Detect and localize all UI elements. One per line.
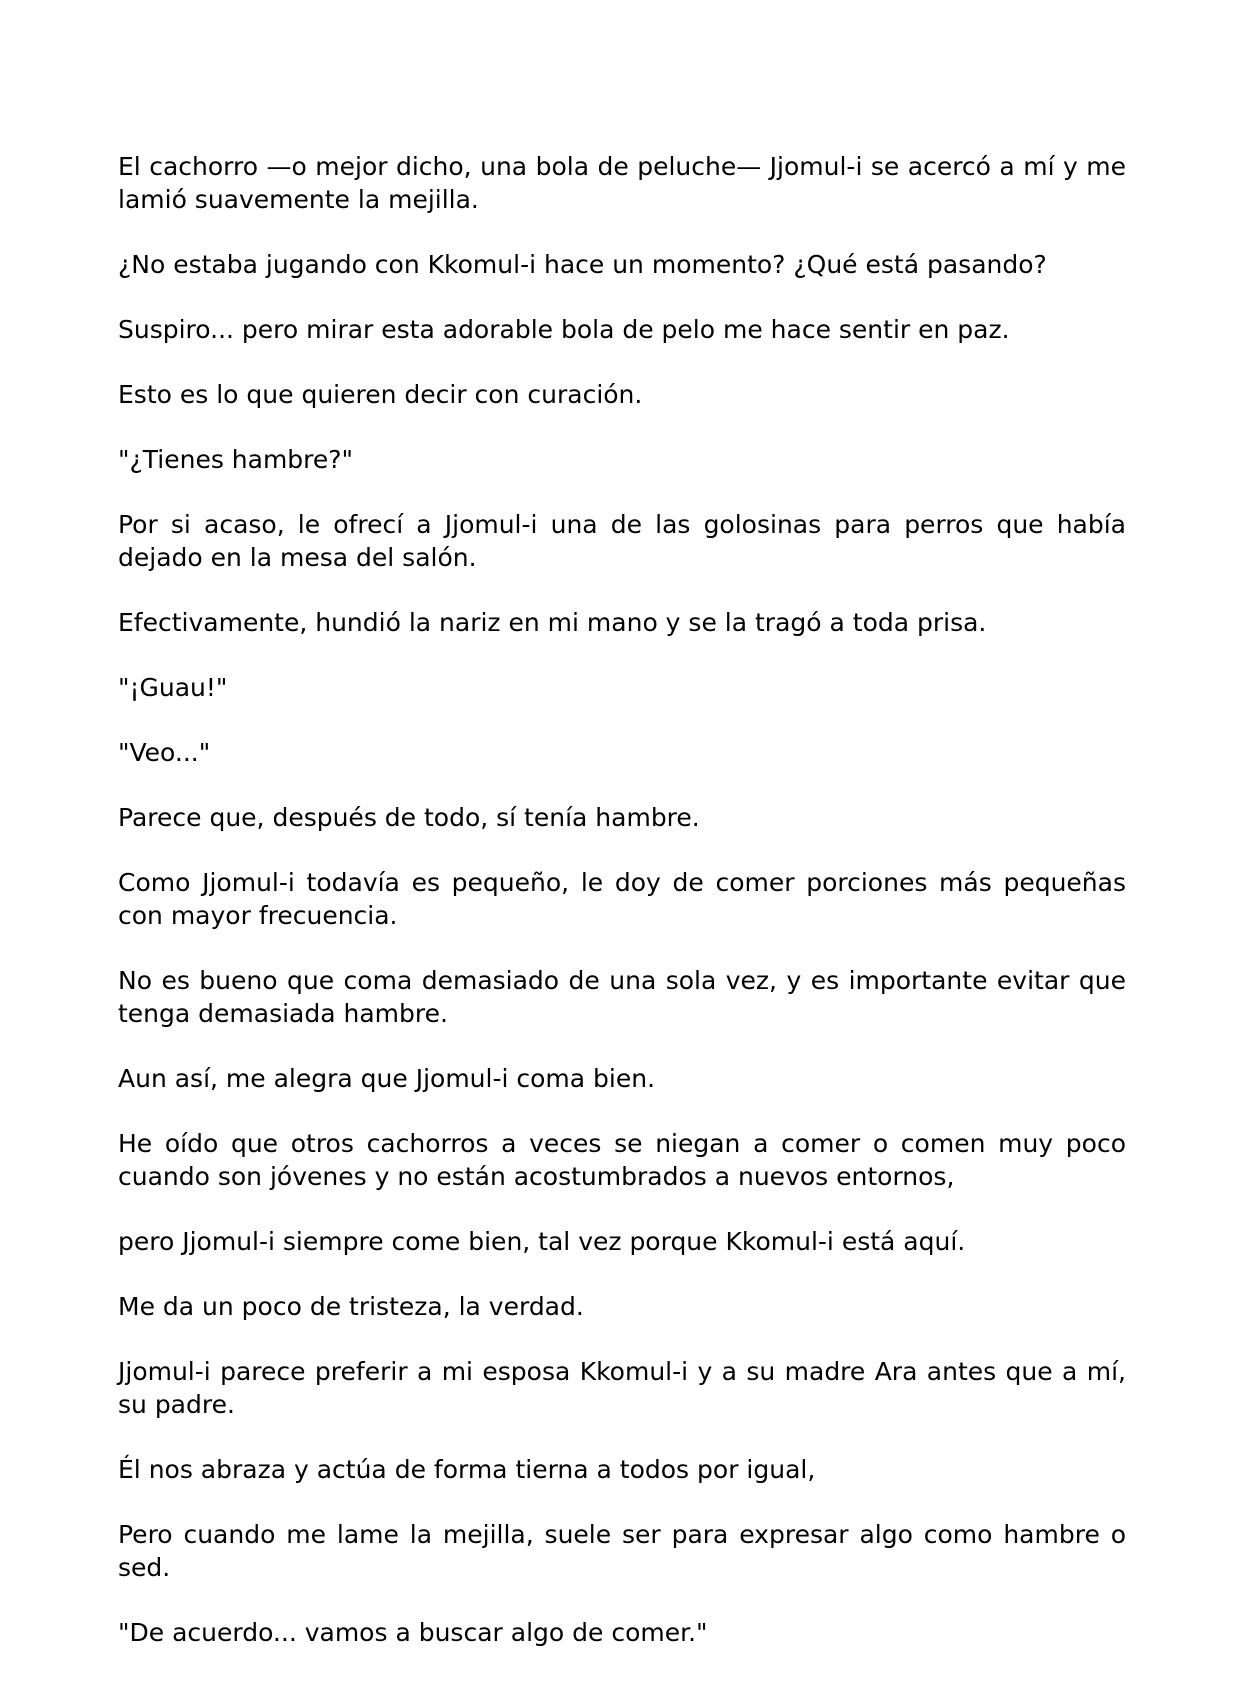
paragraph: Suspiro... pero mirar esta adorable bola de pelo me hace sentir en paz. [118,315,1010,344]
paragraph: "¿Tienes hambre?" [118,445,354,474]
paragraph: Él nos abraza y actúa de forma tierna a todos por igual, [118,1455,816,1484]
paragraph: "De acuerdo... vamos a buscar algo de comer." [118,1618,708,1647]
paragraph: El cachorro —o mejor dicho, una bola de peluche— Jjomul-i se acercó a mí y me lamió suavemente la mejilla. [118,152,1126,214]
paragraph: Jjomul-i parece preferir a mi esposa Kkomul-i y a su madre Ara antes que a mí, su padre. [118,1357,1126,1419]
paragraph: No es bueno que coma demasiado de una sola vez, y es importante evitar que tenga demasiada hambre. [118,966,1126,1028]
paragraph: Parece que, después de todo, sí tenía hambre. [118,803,700,832]
paragraph: Aun así, me alegra que Jjomul-i coma bien. [118,1064,656,1093]
paragraph: Por si acaso, le ofrecí a Jjomul-i una de las golosinas para perros que había dejado en la mesa del salón. [118,510,1126,572]
paragraph: "Veo..." [118,738,211,767]
paragraph: He oído que otros cachorros a veces se niegan a comer o comen muy poco cuando son jóvenes y no están acostumbrados a nuevos entornos, [118,1129,1126,1191]
paragraph: Me da un poco de tristeza, la verdad. [118,1292,584,1321]
paragraph: Pero cuando me lame la mejilla, suele ser para expresar algo como hambre o sed. [118,1520,1126,1582]
paragraph: Esto es lo que quieren decir con curación. [118,380,643,409]
paragraph: "¡Guau!" [118,673,228,702]
paragraph: Efectivamente, hundió la nariz en mi mano y se la tragó a toda prisa. [118,608,987,637]
paragraph: pero Jjomul-i siempre come bien, tal vez porque Kkomul-i está aquí. [118,1227,966,1256]
paragraph: ¿No estaba jugando con Kkomul-i hace un momento? ¿Qué está pasando? [118,250,1047,279]
document-body [118,150,1126,1681]
paragraph: Como Jjomul-i todavía es pequeño, le doy de comer porciones más pequeñas con mayor frecuencia. [118,868,1126,930]
